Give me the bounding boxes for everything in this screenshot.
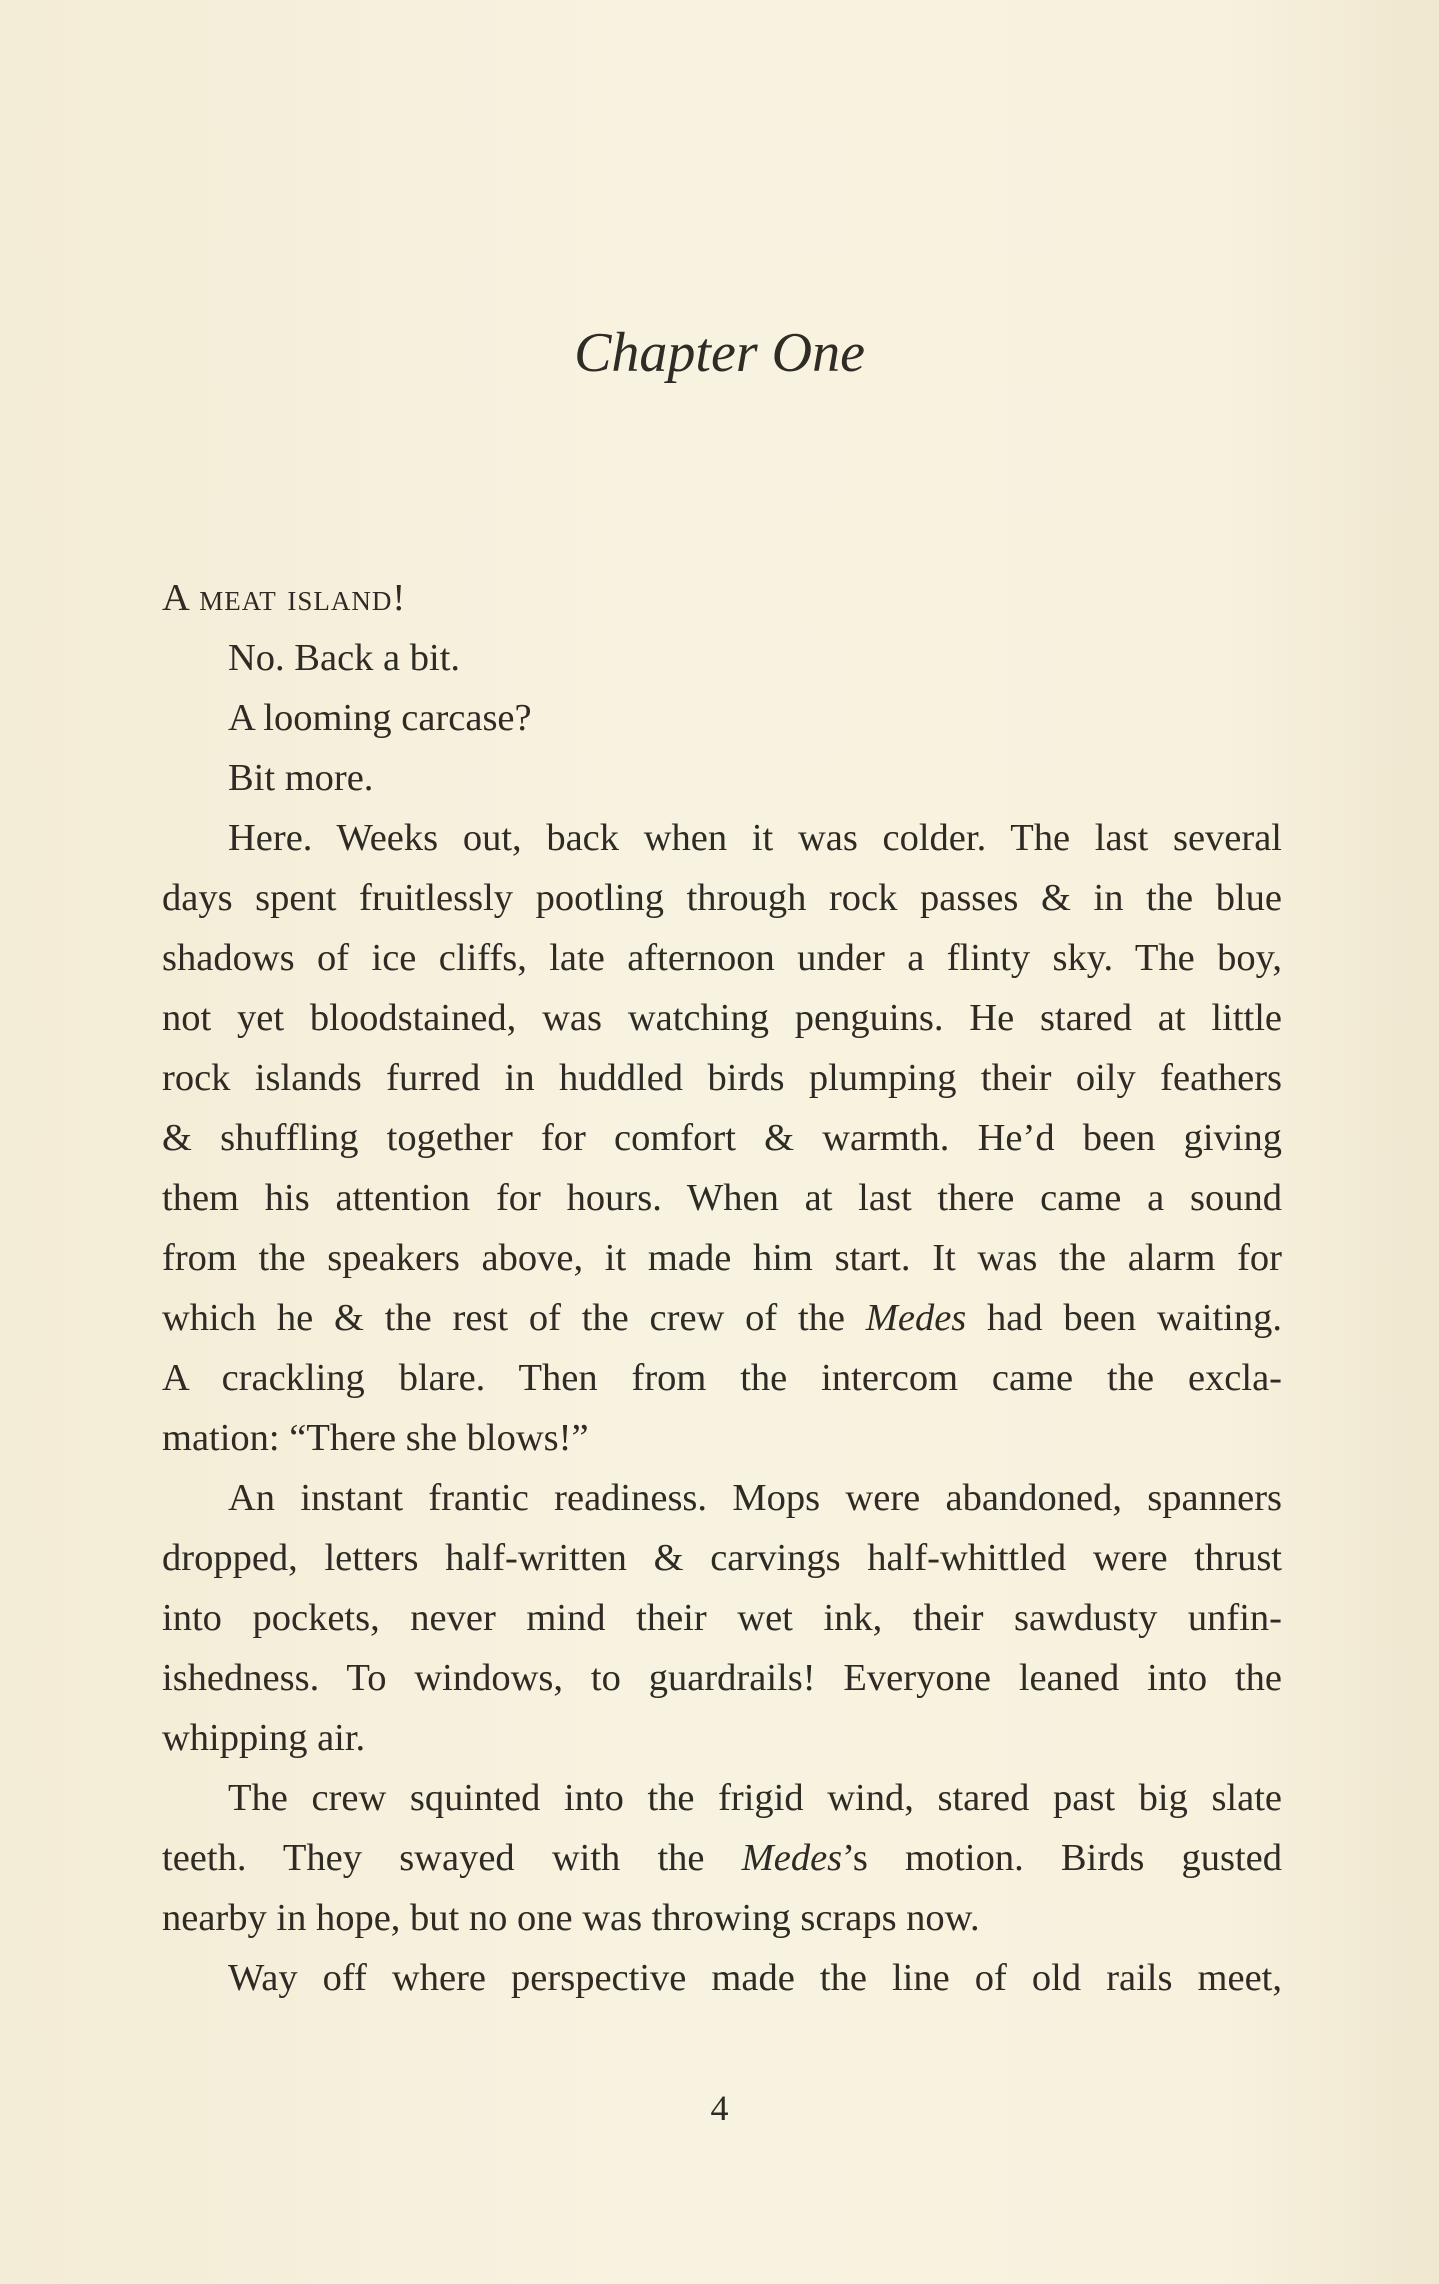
text-line [162, 1288, 1282, 1348]
text-line: A crackling blare. Then from the intercom came the excla- [162, 1357, 1282, 1399]
text-segment: teeth. They swayed with the [162, 1837, 742, 1879]
text-line: An instant frantic readiness. Mops were abandoned, spanners [228, 1477, 1282, 1519]
body-text [162, 568, 1282, 2008]
text-line: Bit more. [228, 757, 374, 799]
text-line: not yet bloodstained, was watching penguins. He stared at little [162, 997, 1282, 1039]
text-line [162, 1828, 1282, 1888]
text-segment: had been waiting. [966, 1297, 1282, 1339]
text-line: into pockets, never mind their wet ink, their sawdusty unfin- [162, 1597, 1282, 1639]
text-segment: ’s motion. Birds gusted [842, 1837, 1282, 1879]
text-segment: which he & the rest of the crew of the [162, 1297, 866, 1339]
text-line: A meat island! [162, 577, 407, 619]
text-line: whipping air. [162, 1717, 366, 1759]
text-line: No. Back a bit. [228, 637, 461, 679]
text-line: dropped, letters half-written & carvings half-whittled were thrust [162, 1537, 1282, 1579]
text-line: nearby in hope, but no one was throwing scraps now. [162, 1897, 980, 1939]
chapter-title: Chapter One [574, 322, 865, 384]
text-line: Here. Weeks out, back when it was colder. The last several [228, 817, 1282, 859]
ship-name: Medes [741, 1837, 843, 1879]
text-line: Way off where perspective made the line of old rails meet, [228, 1957, 1282, 1999]
text-line: rock islands furred in huddled birds plumping their oily feathers [162, 1057, 1282, 1099]
text-line: ishedness. To windows, to guardrails! Everyone leaned into the [162, 1657, 1282, 1699]
text-line: from the speakers above, it made him start. It was the alarm for [162, 1237, 1282, 1279]
text-line: mation: “There she blows!” [162, 1417, 589, 1459]
text-line: A looming carcase? [228, 697, 532, 739]
text-line: days spent fruitlessly pootling through rock passes & in the blue [162, 877, 1282, 919]
text-line: shadows of ice cliffs, late afternoon under a flinty sky. The boy, [162, 937, 1282, 979]
text-line: them his attention for hours. When at last there came a sound [162, 1177, 1282, 1219]
page-number: 4 [710, 2088, 729, 2128]
text-line: & shuffling together for comfort & warmth. He’d been giving [162, 1117, 1282, 1159]
text-line: The crew squinted into the frigid wind, stared past big slate [228, 1777, 1282, 1819]
ship-name: Medes [865, 1297, 967, 1339]
